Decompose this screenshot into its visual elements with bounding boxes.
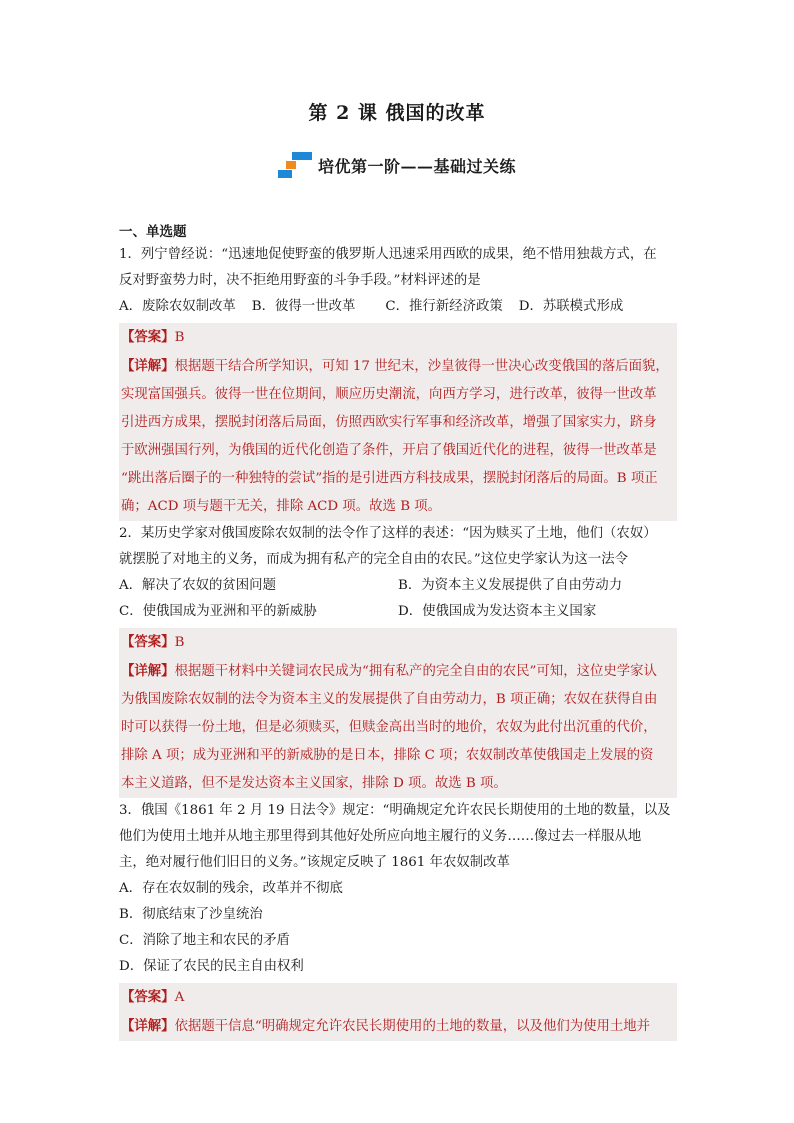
options-row xyxy=(119,294,677,320)
answer-line xyxy=(121,628,675,657)
option-d: D．苏联模式形成 xyxy=(518,299,624,314)
option-b: B．为资本主义发展提供了自由劳动力 xyxy=(398,578,623,593)
analysis-line: 确；ACD 项与题干无关，排除 ACD 项。故选 B 项。 xyxy=(121,499,442,514)
analysis-line: “跳出落后圈子的一种独特的尝试”指的是引进西方科技成果，摆脱封闭落后的局面。B 项正 xyxy=(121,471,658,486)
question-stem-line: 反对野蛮势力时，决不拒绝用野蛮的斗争手段。”材料评述的是 xyxy=(119,273,481,288)
analysis-tag: 【详解】 xyxy=(121,358,175,374)
answer-tag: 【答案】 xyxy=(121,634,175,650)
question-stem-line: 2．某历史学家对俄国废除农奴制的法令作了这样的表述：“因为赎买了土地，他们（农奴） xyxy=(119,526,657,541)
answer-block xyxy=(119,323,677,521)
answer-value: B xyxy=(174,635,185,650)
answer-line xyxy=(121,323,675,352)
option-a: A．解决了农奴的贫困问题 xyxy=(119,578,276,593)
option-c: C．使俄国成为亚洲和平的新威胁 xyxy=(119,604,317,619)
answer-tag: 【答案】 xyxy=(121,989,175,1005)
analysis-line: 为俄国废除农奴制的法令为资本主义的发展提供了自由劳动力，B 项正确；农奴在获得自由 xyxy=(121,692,658,707)
option-c: C．消除了地主和农民的矛盾 xyxy=(119,933,290,948)
options-row xyxy=(119,573,677,599)
answer-line xyxy=(121,983,675,1012)
option-c: C．推行新经济政策 xyxy=(385,299,503,314)
analysis-line: 排除 A 项；成为亚洲和平的新威胁的是日本，排除 C 项；农奴制改革使俄国走上发展的资 xyxy=(121,748,654,763)
analysis-tag: 【详解】 xyxy=(121,663,175,679)
question-stem-line: 3．俄国《1861 年 2 月 19 日法令》规定：“明确规定允许农民长期使用的土地的数量，以及 xyxy=(119,803,671,818)
analysis-line: 【详解】根据题干结合所学知识，可知 17 世纪末，沙皇彼得一世决心改变俄国的落后面貌， xyxy=(121,358,669,374)
options-row xyxy=(119,876,677,902)
analysis-line: 【详解】根据题干材料中关键词农民成为“拥有私产的完全自由的农民”可知，这位史学家认 xyxy=(121,663,657,679)
question-2 xyxy=(119,521,677,798)
section-heading: 一、单选题 xyxy=(119,224,187,240)
question-stem-line: 他们为使用土地并从地主那里得到其他好处所应向地主履行的义务……像过去一样服从地 xyxy=(119,829,642,844)
question-stem-line: 1．列宁曾经说：“迅速地促使野蛮的俄罗斯人迅速采用西欧的成果，绝不惜用独裁方式，在 xyxy=(119,247,657,262)
question-stem-line: 就摆脱了对地主的义务，而成为拥有私产的完全自由的农民。”这位史学家认为这一法令 xyxy=(119,552,628,567)
analysis-line: 于欧洲强国行列，为俄国的近代化创造了条件，开启了俄国近代化的进程，彼得一世改革是 xyxy=(121,443,657,458)
options-row xyxy=(119,954,677,980)
question-stem-line: 主，绝对履行他们旧日的义务。”该规定反映了 1861 年农奴制改革 xyxy=(119,855,510,870)
analysis-line: 【详解】依据题干信息“明确规定允许农民长期使用的土地的数量，以及他们为使用土地并 xyxy=(121,1018,651,1034)
answer-value: A xyxy=(174,990,185,1005)
analysis-line: 时可以获得一份土地，但是必须赎买，但赎金高出当时的地价，农奴为此付出沉重的代价， xyxy=(121,720,657,735)
analysis-line: 引进西方成果，摆脱封闭落后局面，仿照西欧实行军事和经济改革，增强了国家实力，跻身 xyxy=(121,415,657,430)
options-row xyxy=(119,599,677,625)
analysis-tag: 【详解】 xyxy=(121,1018,175,1034)
page-subtitle: 培优第一阶——基础过关练 xyxy=(317,156,516,176)
option-a: A．废除农奴制改革 xyxy=(119,299,236,314)
content-area xyxy=(119,222,677,1041)
option-b: B．彻底结束了沙皇统治 xyxy=(119,907,263,922)
options-row xyxy=(119,902,677,928)
answer-tag: 【答案】 xyxy=(121,329,175,345)
options-row xyxy=(119,928,677,954)
option-b: B．彼得一世改革 xyxy=(251,299,356,314)
answer-block xyxy=(119,983,677,1041)
analysis-line: 本主义道路，但不是发达资本主义国家，排除 D 项。故选 B 项。 xyxy=(121,776,507,791)
option-a: A．存在农奴制的残余，改革并不彻底 xyxy=(119,881,343,896)
option-d: D．使俄国成为发达资本主义国家 xyxy=(398,604,597,619)
option-d: D．保证了农民的民主自由权利 xyxy=(119,959,304,974)
answer-value: B xyxy=(174,330,185,345)
page-title: 第 2 课 俄国的改革 xyxy=(308,102,486,124)
question-1 xyxy=(119,242,677,521)
answer-block xyxy=(119,628,677,798)
stairs-icon xyxy=(278,150,312,180)
analysis-line: 实现富国强兵。彼得一世在位期间，顺应历史潮流，向西方学习，进行改革，彼得一世改革 xyxy=(121,387,657,402)
subtitle-block xyxy=(0,148,794,182)
question-3 xyxy=(119,798,677,1041)
